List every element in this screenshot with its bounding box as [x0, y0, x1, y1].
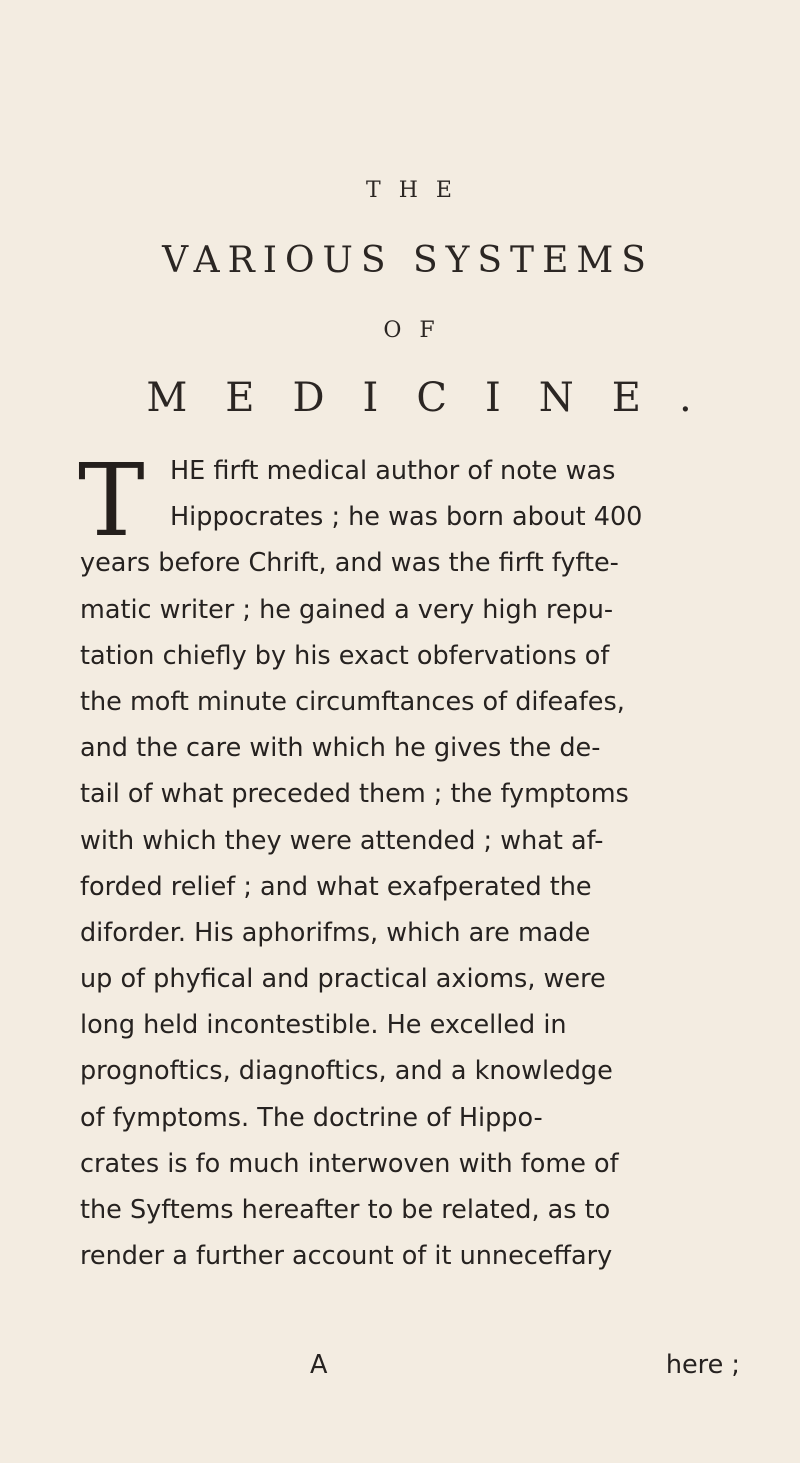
text-line: and the care with which he gives the de-: [80, 733, 601, 764]
body-paragraph: [78, 442, 740, 1279]
signature-mark: A: [310, 1350, 328, 1380]
title-line-the: THE: [366, 178, 470, 203]
text-line: tail of what preceded them ; the fymptoms: [80, 779, 629, 810]
drop-cap: T: [78, 442, 145, 559]
text-line: prognoftics, diagnoftics, and a knowledge: [80, 1056, 613, 1087]
text-line: tation chiefly by his exact obfervations of: [80, 640, 610, 671]
text-line: Hippocrates ; he was born about 400: [170, 502, 643, 533]
text-line: up of phyfical and practical axioms, were: [80, 964, 606, 995]
text-line: of fymptoms. The doctrine of Hippo-: [80, 1102, 543, 1133]
title-line-various-systems: VARIOUS SYSTEMS: [162, 240, 654, 281]
catchword: here ;: [665, 1350, 740, 1380]
text-line: years before Chrift, and was the firft fyfte-: [80, 548, 619, 579]
text-line: with which they were attended ; what af-: [80, 825, 604, 856]
title-line-of: OF: [383, 318, 453, 343]
text-line: the moft minute circumftances of difeafes,: [80, 686, 625, 717]
text-line: the Syftems hereafter to be related, as to: [80, 1195, 611, 1225]
text-line: forded relief ; and what exafperated the: [80, 871, 592, 902]
text-line: HE firft medical author of note was: [170, 456, 616, 486]
text-line: matic writer ; he gained a very high repu-: [80, 594, 614, 625]
text-line: crates is fo much interwoven with fome of: [80, 1148, 619, 1179]
text-line: long held incontestible. He excelled in: [80, 1010, 567, 1041]
text-line: render a further account of it unneceffary: [80, 1241, 613, 1272]
title-line-medicine: MEDICINE.: [146, 375, 730, 421]
text-line: diforder. His aphorifms, which are made: [80, 917, 591, 948]
